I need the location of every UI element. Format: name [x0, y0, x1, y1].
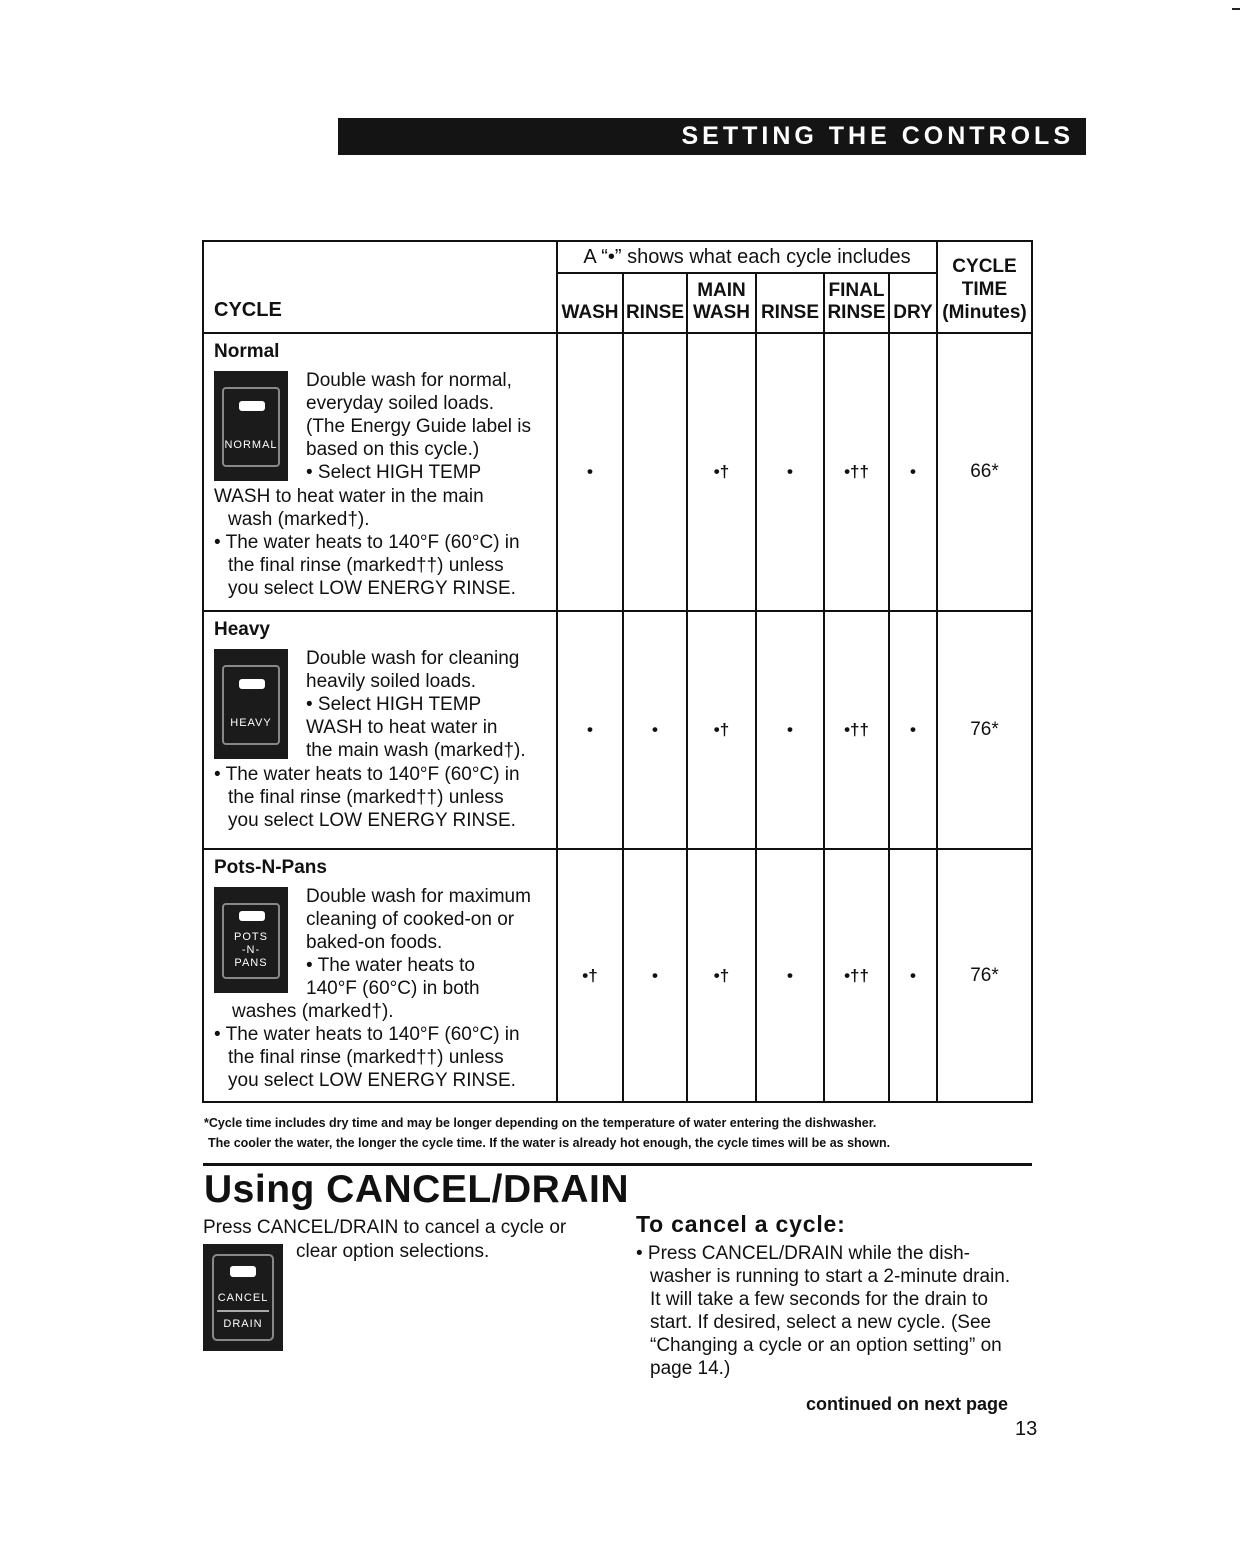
cycle-time: 76* [937, 611, 1032, 849]
cycle-table [202, 240, 1033, 1103]
header-caption: A “•” shows what each cycle includes [557, 241, 937, 273]
cancel-cycle-subheading: To cancel a cycle: [636, 1211, 846, 1237]
pots-n-pans-button-icon: POTS -N- PANS [214, 887, 288, 993]
continued-note: continued on next page [806, 1394, 1009, 1414]
mark-rinse-2: • [756, 849, 824, 1102]
table-row [203, 333, 1032, 611]
header-final-rinse: FINAL RINSE [824, 273, 889, 333]
cycle-description: Normal NORMAL Double wash for normal, everyday soiled loads. (The Energy Guide label is based on this cycle.) • Select HIGH TEMP WASH to heat water in the main wash (marked†). • The water heats to 140°F (60°C) in the final rinse (marked††) unless you select LOW ENERGY RINSE. [203, 333, 557, 611]
normal-button-icon: NORMAL [214, 371, 288, 481]
header-cycle-time: CYCLE TIME (Minutes) [937, 241, 1032, 333]
mark-main-wash: •† [687, 333, 756, 611]
cycle-name: Pots-N-Pans [214, 857, 327, 878]
cycle-time: 76* [937, 849, 1032, 1102]
section-banner: SETTING THE CONTROLS [338, 118, 1086, 155]
mark-rinse: • [623, 611, 687, 849]
table-row [203, 611, 1032, 849]
header-dry: DRY [889, 273, 937, 333]
header-wash: WASH [557, 273, 623, 333]
cancel-cycle-steps: • Press CANCEL/DRAIN while the dish- washer is running to start a 2-minute drain. It will take a few seconds for the drain to start. If desired, select a new cycle. (See “Changing a cycle or an option setting” on page 14.) [636, 1243, 1011, 1379]
mark-final-rinse: •†† [824, 849, 889, 1102]
header-rinse-2: RINSE [756, 273, 824, 333]
cancel-drain-heading: Using CANCEL/DRAIN [204, 1168, 629, 1211]
cancel-drain-button-icon: CANCEL DRAIN [203, 1244, 283, 1351]
mark-wash: • [557, 611, 623, 849]
mark-rinse [623, 333, 687, 611]
table-row [203, 849, 1032, 1102]
cycle-name: Heavy [214, 619, 270, 640]
mark-main-wash: •† [687, 611, 756, 849]
mark-rinse-2: • [756, 611, 824, 849]
section-divider [203, 1163, 1032, 1166]
cycle-name: Normal [214, 341, 280, 362]
header-cycle: CYCLE [203, 241, 557, 333]
page-corner-mark [1232, 8, 1240, 10]
mark-wash: • [557, 333, 623, 611]
mark-dry: • [889, 333, 937, 611]
mark-dry: • [889, 611, 937, 849]
heavy-button-icon: HEAVY [214, 649, 288, 759]
mark-dry: • [889, 849, 937, 1102]
cycle-description: Heavy HEAVY Double wash for cleaning heavily soiled loads. • Select HIGH TEMP WASH to heat water in the main wash (marked†). • The water heats to 140°F (60°C) in the final rinse (marked††) unless you select LOW ENERGY RINSE. [203, 611, 557, 849]
mark-final-rinse: •†† [824, 333, 889, 611]
mark-rinse: • [623, 849, 687, 1102]
header-main-wash: MAIN WASH [687, 273, 756, 333]
mark-final-rinse: •†† [824, 611, 889, 849]
cancel-drain-intro: Press CANCEL/DRAIN to cancel a cycle or clear option selections. [203, 1217, 567, 1262]
mark-wash: •† [557, 849, 623, 1102]
table-footnote: *Cycle time includes dry time and may be longer depending on the temperature of water entering the dishwasher. The cooler the water, the longer the cycle time. If the water is already hot enough, the cycle times will be as shown. [204, 1116, 891, 1150]
cycle-description: Pots-N-Pans POTS -N- PANS Double wash for maximum cleaning of cooked-on or baked-on foods. • The water heats to 140°F (60°C) in both washes (marked†). • The water heats to 140°F (60°C) in the final rinse (marked††) unless you select LOW ENERGY RINSE. [203, 849, 557, 1102]
mark-main-wash: •† [687, 849, 756, 1102]
cycle-time: 66* [937, 333, 1032, 611]
header-rinse: RINSE [623, 273, 687, 333]
mark-rinse-2: • [756, 333, 824, 611]
page-number: 13 [1015, 1418, 1038, 1440]
